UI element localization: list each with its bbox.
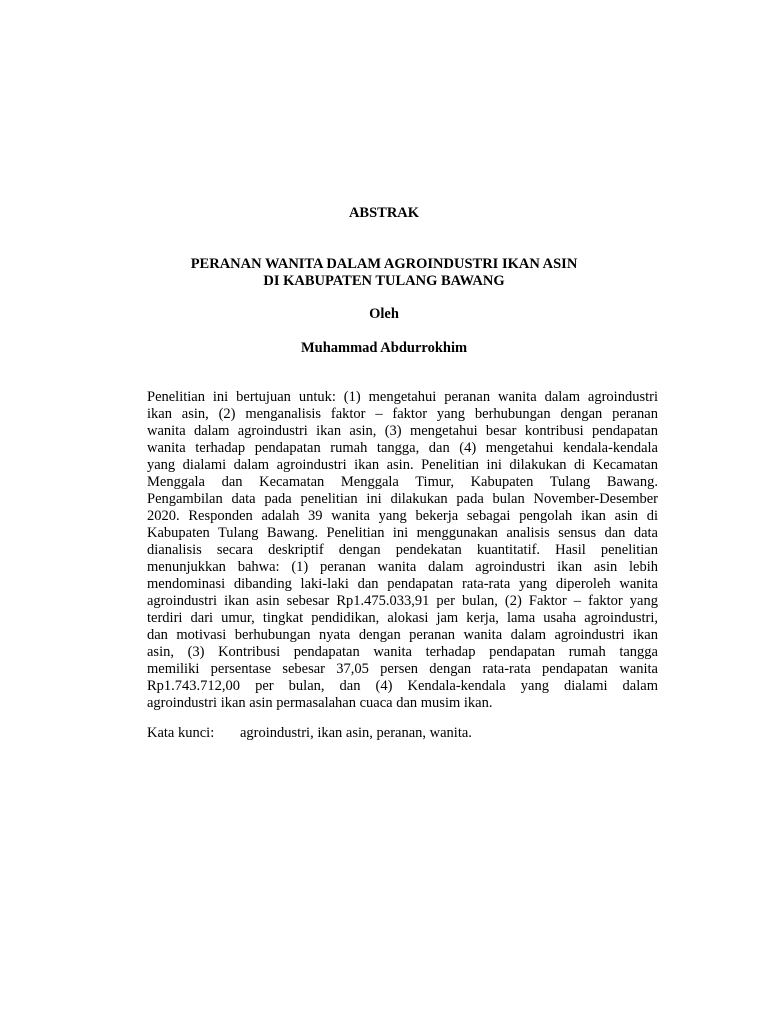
abstract-line: terdiri dari umur, tingkat pendidikan, alokasi jam kerja, lama usaha agroindustri, bbox=[147, 610, 658, 626]
abstract-paragraph bbox=[147, 389, 658, 712]
abstract-line: wanita dalam agroindustri ikan asin, (3) mengetahui besar kontribusi pendapatan bbox=[147, 423, 658, 439]
abstract-line: Penelitian ini bertujuan untuk: (1) mengetahui peranan wanita dalam agroindustri bbox=[147, 389, 658, 405]
abstract-line: agroindustri ikan asin permasalahan cuaca dan musim ikan. bbox=[147, 695, 493, 711]
keywords-label: Kata kunci: bbox=[147, 725, 215, 741]
keywords-value: agroindustri, ikan asin, peranan, wanita. bbox=[240, 725, 472, 741]
abstract-line: menunjukkan bahwa: (1) peranan wanita dalam agroindustri ikan asin lebih bbox=[147, 559, 658, 575]
abstract-line: mendominasi dibanding laki-laki dan pendapatan rata-rata yang diperoleh wanita bbox=[147, 576, 658, 592]
abstract-line: 2020. Responden adalah 39 wanita yang bekerja sebagai pengolah ikan asin di bbox=[147, 508, 658, 524]
section-heading: ABSTRAK bbox=[348, 205, 420, 221]
author-name: Muhammad Abdurrokhim bbox=[300, 340, 468, 356]
abstract-line: memiliki persentase sebesar 37,05 persen dengan rata-rata pendapatan wanita bbox=[147, 661, 658, 677]
abstract-line: ikan asin, (2) menganalisis faktor – faktor yang berhubungan dengan peranan bbox=[147, 406, 658, 422]
abstract-line: dianalisis secara deskriptif dengan pendekatan kuantitatif. Hasil penelitian bbox=[147, 542, 658, 558]
abstract-line: Menggala dan Kecamatan Menggala Timur, Kabupaten Tulang Bawang. bbox=[147, 474, 658, 490]
abstract-line: yang dialami dalam agroindustri ikan asin. Penelitian ini dilakukan di Kecamatan bbox=[147, 457, 658, 473]
abstract-line: Rp1.743.712,00 per bulan, dan (4) Kendala-kendala yang dialami dalam bbox=[147, 678, 658, 694]
title-line-2: DI KABUPATEN TULANG BAWANG bbox=[263, 273, 505, 289]
abstract-line: Pengambilan data pada penelitian ini dilakukan pada bulan November-Desember bbox=[147, 491, 658, 507]
abstract-line: agroindustri ikan asin sebesar Rp1.475.033,91 per bulan, (2) Faktor – faktor yang bbox=[147, 593, 658, 609]
abstract-line: dan motivasi berhubungan nyata dengan peranan wanita dalam agroindustri ikan bbox=[147, 627, 658, 643]
abstract-line: asin, (3) Kontribusi pendapatan wanita terhadap pendapatan rumah tangga bbox=[147, 644, 658, 660]
abstract-line: wanita terhadap pendapatan rumah tangga, dan (4) mengetahui kendala-kendala bbox=[147, 440, 658, 456]
keywords-row bbox=[147, 725, 472, 742]
by-label: Oleh bbox=[369, 306, 399, 322]
abstract-line: Kabupaten Tulang Bawang. Penelitian ini menggunakan analisis sensus dan data bbox=[147, 525, 658, 541]
title-line-1: PERANAN WANITA DALAM AGROINDUSTRI IKAN ASIN bbox=[190, 256, 578, 272]
